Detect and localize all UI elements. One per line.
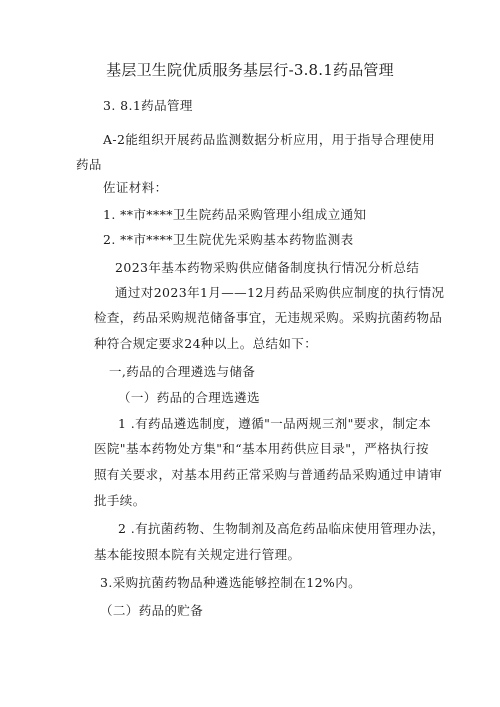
requirement-text-line-1: A-2能组织开展药品监测数据分析应用，用于指导合理使用 [103,132,436,147]
intro-line: 种符合规定要求24种以上。总结如下： [94,336,318,351]
section-heading: 3. 8.1药品管理 [103,98,193,113]
evidence-item: 2. **市****卫生院优先采购基本药物监测表 [103,232,354,247]
requirement-text-line-2: 药品 [76,157,102,172]
paragraph-line: 批手续。 [94,493,146,508]
intro-line: 检查，药品采购规范储备事宜，无违规采购。采购抗菌药物品 [94,310,443,325]
paragraph-line: 2 .有抗菌药物、生物制剂及高危药品临床使用管理办法， [118,521,445,536]
report-title: 2023年基本药物采购供应储备制度执行情况分析总结 [115,260,420,275]
evidence-item: 1. **市****卫生院药品采购管理小组成立通知 [103,207,367,222]
section-heading-1: 一,药品的合理遴选与储备 [109,364,256,379]
document-title: 基层卫生院优质服务基层行-3.8.1药品管理 [106,61,394,79]
paragraph-line: 基本能按照本院有关规定进行管理。 [94,547,301,562]
paragraph-line: 医院"基本药物处方集"和“基本用药供应目录"，严格执行按 [94,441,429,456]
paragraph-line: 照有关要求，对基本用药正常采购与普通药品采购通过申请审 [94,467,443,482]
subsection-heading-2: （二）药品的贮备 [100,603,204,618]
intro-line: 通过对2023年1月——12月药品采购供应制度的执行情况 [115,285,445,300]
paragraph-line: 1 .有药品遴选制度，遵循"一品两规三剂"要求，制定本 [118,416,432,431]
paragraph-line: 3.采购抗菌药物品种遴选能够控制在12%内。 [100,575,362,590]
subsection-heading-1: （一）药品的合理选遴选 [118,390,260,405]
evidence-label: 佐证材料： [103,180,168,195]
